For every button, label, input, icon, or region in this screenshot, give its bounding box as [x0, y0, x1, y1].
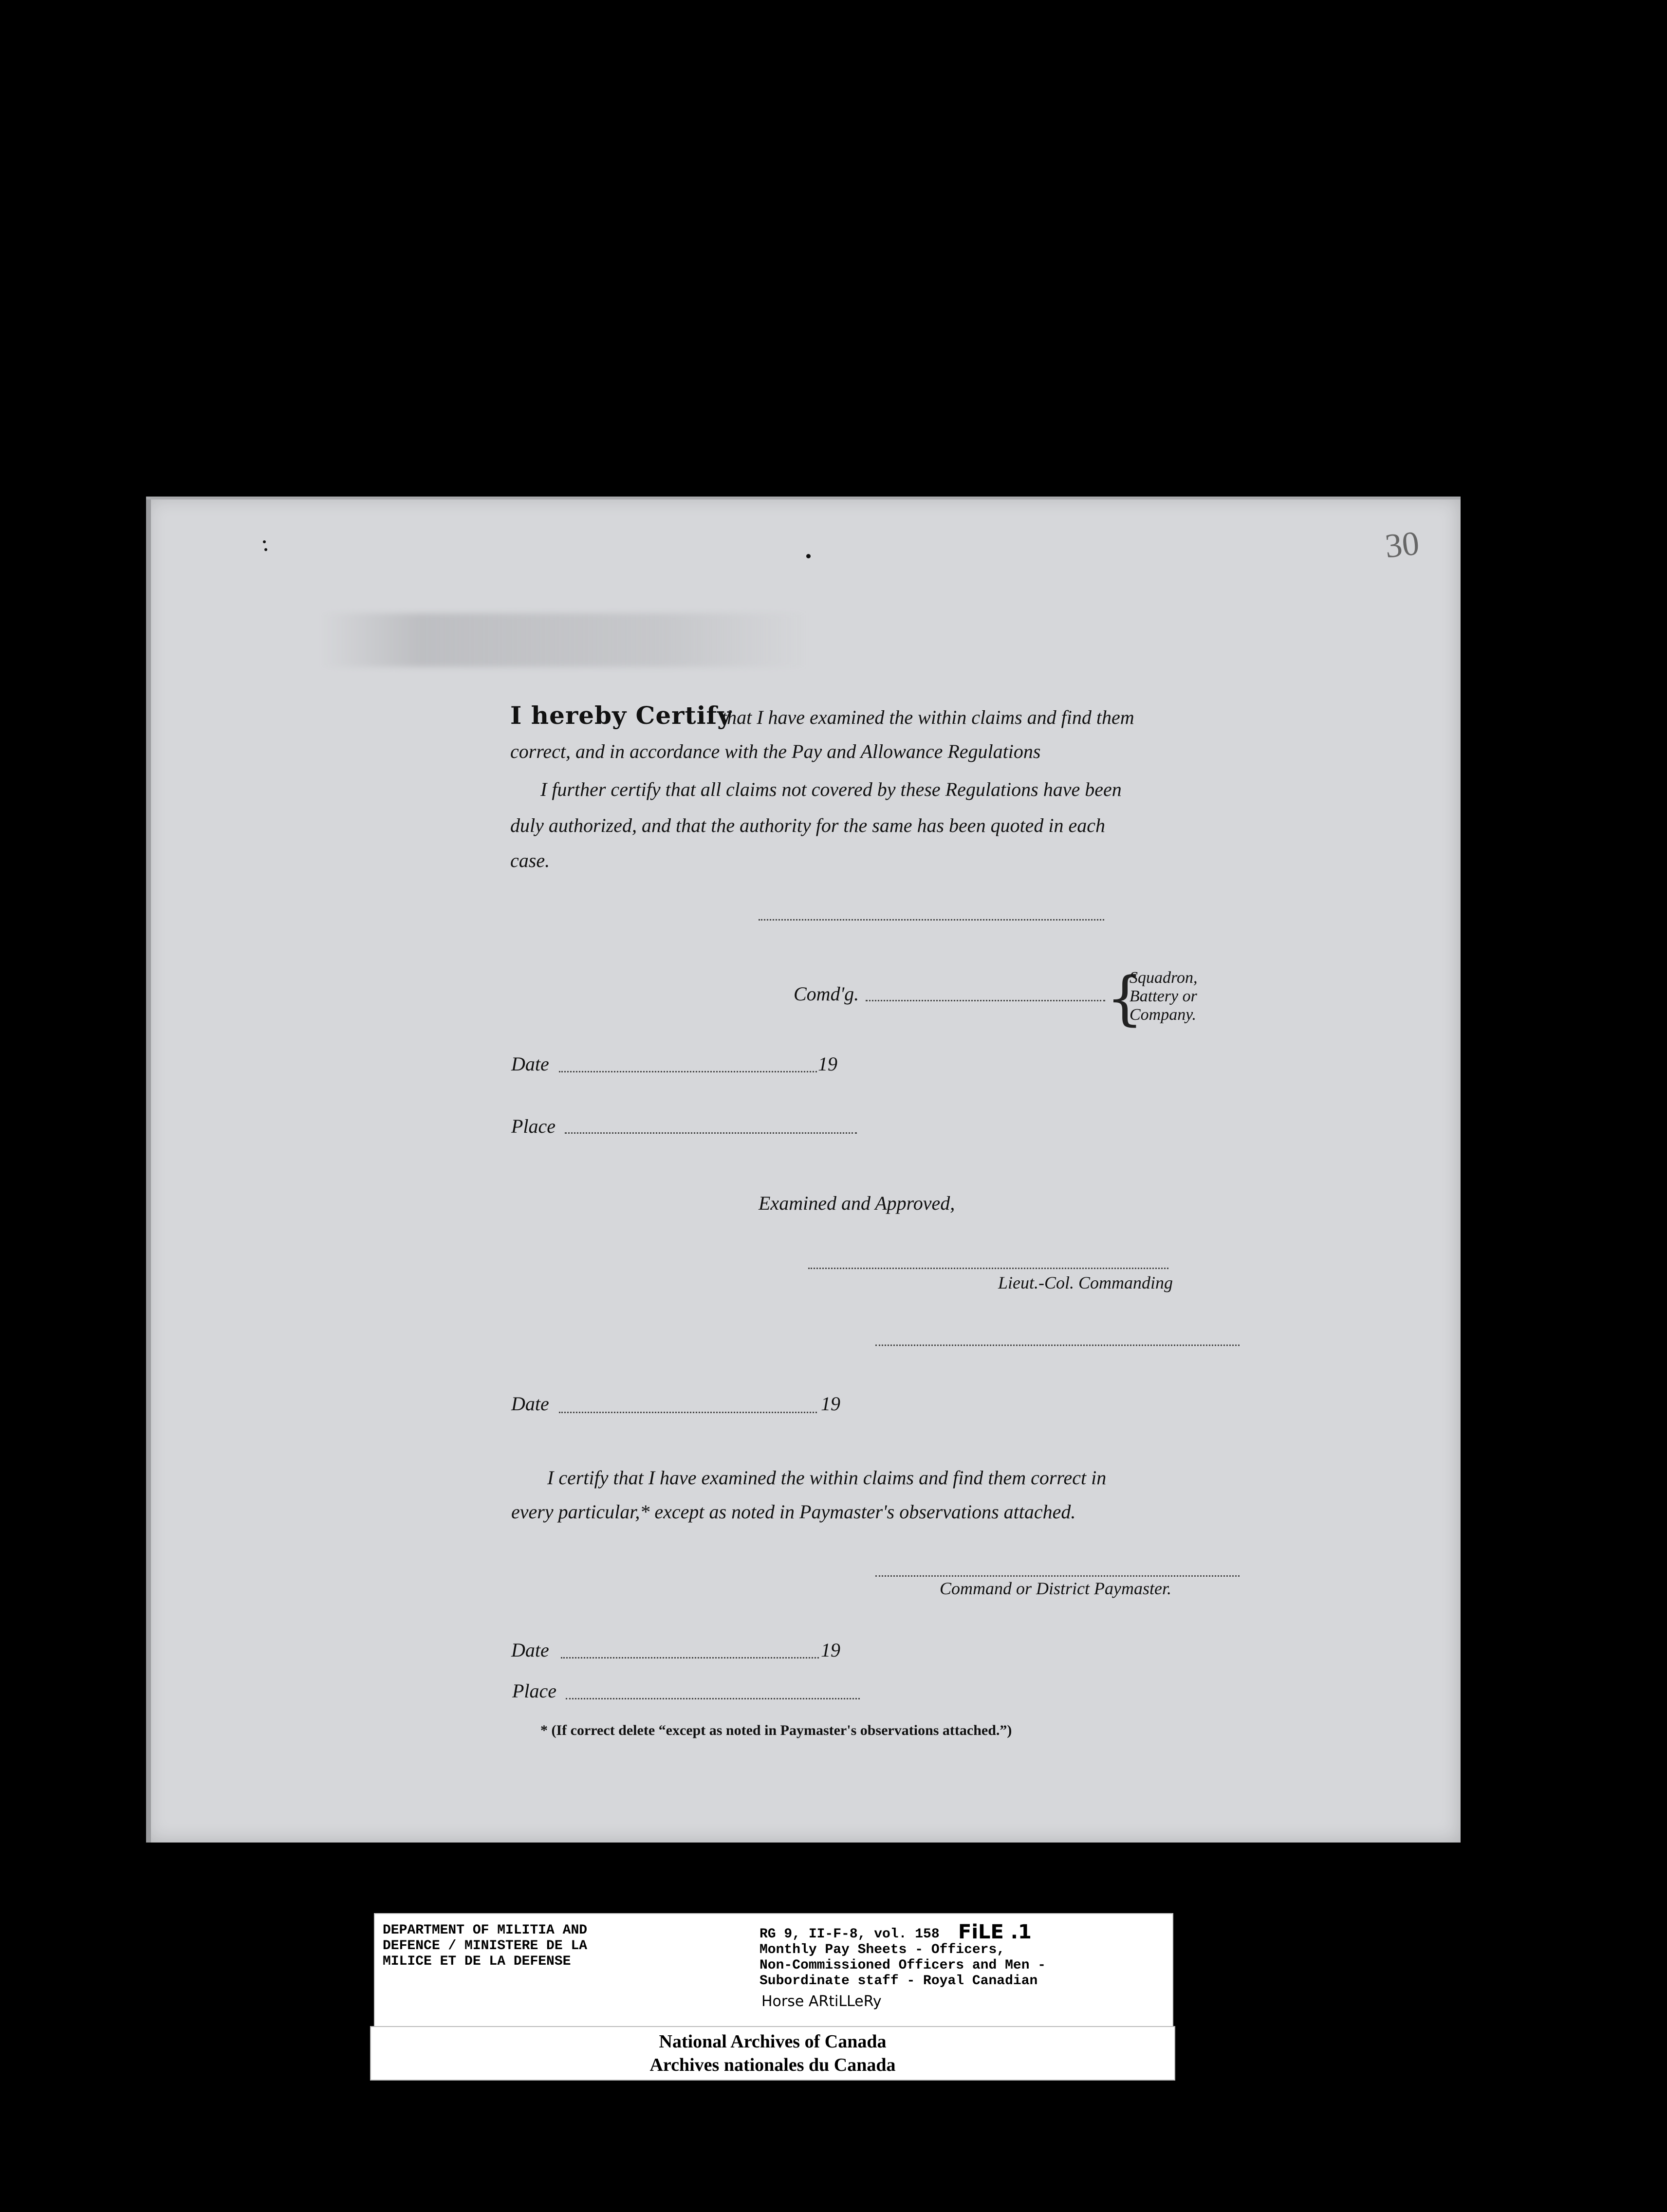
department-line-3: MILICE ET DE LA DEFENSE [383, 1954, 571, 1969]
paymaster-date-label: Date [511, 1639, 549, 1661]
page-top-edge [146, 497, 1461, 499]
approval-year-prefix: 19 [821, 1393, 840, 1415]
further-certify-line-2: duly authorized, and that the authority for the same has been quoted in each [510, 814, 1106, 836]
year-prefix: 19 [818, 1053, 837, 1075]
paymaster-signature-line [875, 1575, 1240, 1577]
unit-option-squadron: Squadron, [1130, 969, 1198, 987]
bleed-through-text [321, 613, 808, 667]
place-label: Place [511, 1115, 556, 1137]
approval-date-label: Date [511, 1393, 549, 1415]
date-label: Date [511, 1053, 549, 1075]
archive-reference: RG 9, II-F-8, vol. 158 [759, 1927, 940, 1942]
certificate-line-1: that I have examined the within claims and find them [722, 706, 1134, 728]
page-speck [263, 540, 266, 543]
paymaster-certify-line-2: every particular,* except as noted in Paymaster's observations attached. [511, 1501, 1076, 1523]
approval-heading: Examined and Approved, [759, 1192, 955, 1214]
department-line-1: DEPARTMENT OF MILITIA AND [383, 1923, 588, 1938]
approval-signature-title: Lieut.-Col. Commanding [998, 1273, 1173, 1292]
further-certify-line-3: case. [510, 849, 550, 871]
archive-reference-label [374, 1913, 1173, 2028]
description-line-1: Monthly Pay Sheets - Officers, [759, 1942, 1005, 1957]
folio-number: 30 [1383, 524, 1421, 566]
approval-second-line [875, 1345, 1240, 1346]
comdg-line [866, 1000, 1105, 1001]
department-line-2: DEFENCE / MINISTERE DE LA [383, 1938, 588, 1954]
paymaster-place-line [566, 1698, 860, 1699]
approval-date-line [559, 1412, 817, 1413]
paymaster-signature-title: Command or District Paymaster. [940, 1579, 1171, 1598]
date-line [559, 1071, 817, 1072]
place-line [565, 1132, 857, 1134]
unit-option-company: Company. [1130, 1006, 1196, 1024]
comdg-label: Comd'g. [794, 983, 859, 1005]
paymaster-date-line [561, 1657, 819, 1659]
institution-name-fr: Archives nationales du Canada [649, 2055, 896, 2075]
certificate-line-2: correct, and in accordance with the Pay and Allowance Regulations [510, 740, 1041, 762]
description-handwritten: Horse ARtiLLeRy [761, 1993, 882, 2010]
description-line-3: Subordinate staff - Royal Canadian [759, 1973, 1038, 1989]
page-left-edge [146, 497, 151, 1843]
page-speck [806, 554, 811, 558]
paymaster-year-prefix: 19 [821, 1639, 840, 1661]
paymaster-place-label: Place [512, 1680, 557, 1702]
further-certify-line-1: I further certify that all claims not covered by these Regulations have been [540, 778, 1122, 800]
footnote: * (If correct delete “except as noted in Paymaster's observations attached.”) [540, 1722, 1012, 1738]
document-page [146, 497, 1461, 1843]
approval-signature-line [808, 1268, 1168, 1269]
signature-line [759, 919, 1104, 921]
page-speck [264, 548, 267, 551]
description-line-2: Non-Commissioned Officers and Men - [759, 1958, 1046, 1973]
brace: { [1106, 965, 1144, 1032]
paymaster-certify-line-1: I certify that I have examined the within claims and find them correct in [547, 1467, 1107, 1489]
unit-option-battery: Battery or [1130, 987, 1197, 1005]
file-number-handwritten: FiLE .1 [958, 1921, 1032, 1943]
institution-banner [370, 2026, 1175, 2081]
institution-name-en: National Archives of Canada [659, 2031, 887, 2052]
certificate-heading: I hereby Certify [510, 701, 732, 730]
